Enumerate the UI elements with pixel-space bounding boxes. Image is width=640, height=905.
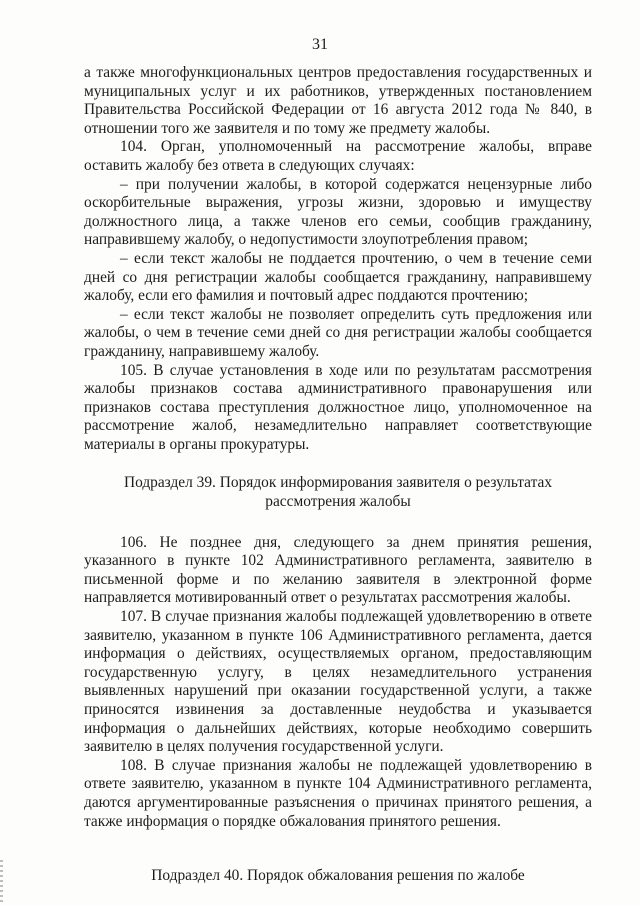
- subsection-39-heading-line1: Подраздел 39. Порядок информирования заявителя о результатах: [123, 474, 553, 492]
- subsection-39-heading: [84, 474, 592, 511]
- subsection-40-heading: Подраздел 40. Порядок обжалования решения по жалобе: [151, 867, 525, 885]
- scan-edge-mark: [0, 860, 3, 905]
- paragraph-continuation: а также многофункциональных центров предоставления государственных и муниципальных услуг и их работников, утвержденных постановлением Правительства Российской Федерации от 16 августа 2012 года № 840, в отношении того же заявителя и по тому же предмету жалобы.: [84, 64, 592, 137]
- subsection-39-heading-line2: рассмотрения жалобы: [265, 493, 411, 511]
- paragraph-104: 104. Орган, уполномоченный на рассмотрение жалобы, вправе оставить жалобу без ответа в следующих случаях:: [84, 138, 592, 174]
- list-item-unclear-complaint: – если текст жалобы не позволяет определить суть предложения или жалобы, о чем в течение семи дней со дня регистрации жалобы сообщается гражданину, направившему жалобу.: [84, 305, 592, 360]
- page-number: 31: [312, 36, 328, 53]
- paragraph-108: 108. В случае признания жалобы не подлежащей удовлетворению в ответе заявителю, указанном в пункте 104 Административного регламента, даются аргументированные разъяснения о причинах принятого решения, а также информация о порядке обжалования принятого решения.: [84, 756, 592, 830]
- paragraph-106: 106. Не позднее дня, следующего за днем принятия решения, указанного в пункте 102 Административного регламента, заявителю в письменной форме и по желанию заявителя в электронной форме направляется мотивированный ответ о результатах рассмотрения жалобы.: [84, 533, 592, 607]
- list-item-unreadable-complaint: – если текст жалобы не поддается прочтению, о чем в течение семи дней со дня регистрации жалобы сообщается гражданину, направившему жалобу, если его фамилия и почтовый адрес поддаются прочтению;: [84, 249, 592, 305]
- list-item-obscene-complaint: – при получении жалобы, в которой содержатся нецензурные либо оскорбительные выражения, угрозы жизни, здоровью и имуществу должностного лица, а также членов его семьи, сообщив гражданину, направившему жалобу, о недопустимости злоупотребления правом;: [84, 175, 592, 249]
- document-body: [84, 64, 592, 886]
- paragraph-105: 105. В случае установления в ходе или по результатам рассмотрения жалобы признаков состава административного правонарушения или признаков состава преступления должностное лицо, уполномоченное на рассмотрение жалоб, незамедлительно направляет соответствующие материалы в органы прокуратуры.: [84, 361, 592, 453]
- paragraph-107: 107. В случае признания жалобы подлежащей удовлетворению в ответе заявителю, указанном в пункте 106 Административного регламента, дается информация о действиях, осуществляемых органом, предоставляющим государственную услугу, в целях незамедлительного устранения выявленных нарушений при оказании государственной услуги, а также приносятся извинения за доставленные неудобства и указывается информация о дальнейших действиях, которые необходимо совершить заявителю в целях получения государственной услуги.: [84, 608, 592, 756]
